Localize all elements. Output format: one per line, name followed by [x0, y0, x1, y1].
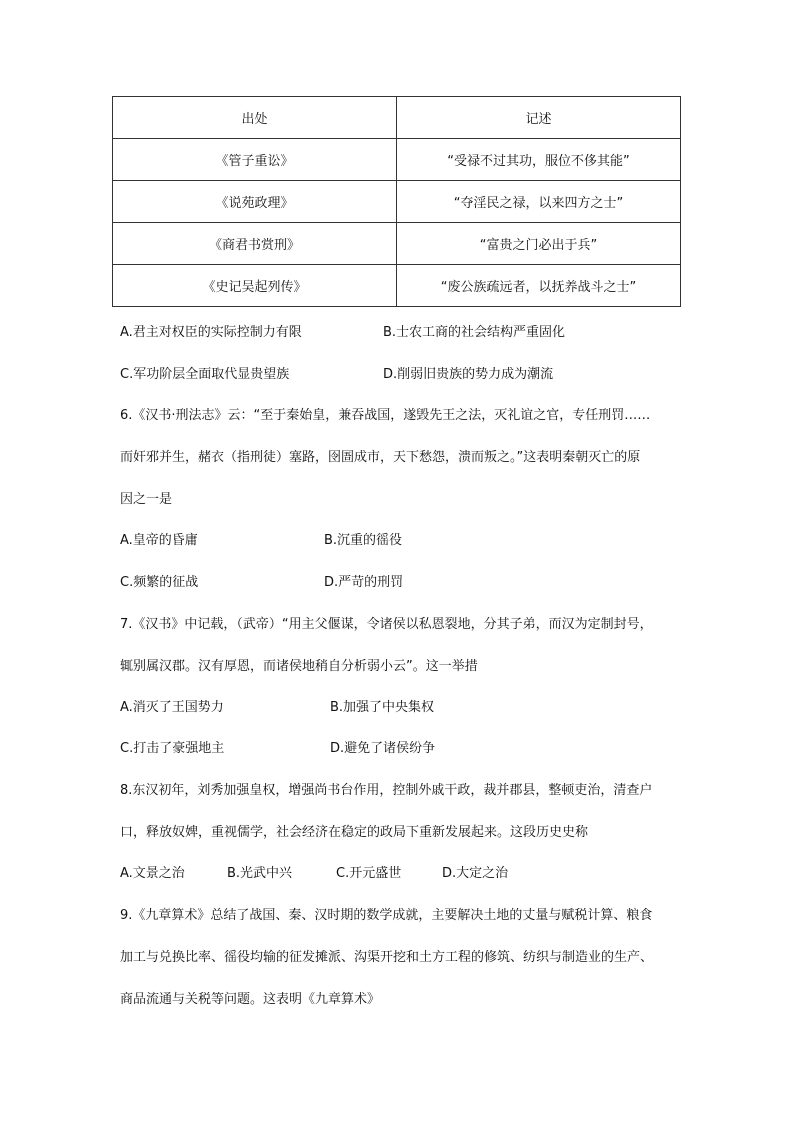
table-cell-record: “夺淫民之禄，以来四方之士”	[397, 181, 681, 223]
q6-stem-line-1: 6.《汉书·刑法志》云：“至于秦始皇，兼吞战国，遂毁先王之法，灭礼谊之官，专任刑罚……	[120, 408, 651, 423]
q6-option-a: A.皇帝的昏庸	[120, 533, 198, 548]
table-cell-record: “受禄不过其功，服位不侈其能”	[397, 139, 681, 181]
table-row	[113, 181, 681, 223]
source-table	[112, 96, 681, 307]
q7-option-c: C.打击了豪强地主	[120, 741, 225, 756]
q8-option-c: C.开元盛世	[336, 866, 402, 881]
q9-stem-line-1: 9.《九章算术》总结了战国、秦、汉时期的数学成就，主要解决土地的丈量与赋税计算、粮食	[120, 908, 653, 923]
table-header-source: 出处	[113, 97, 397, 139]
q6-stem-line-3: 因之一是	[120, 492, 173, 507]
table-cell-source: 《管子重讼》	[113, 139, 397, 181]
q5-option-b: B.士农工商的社会结构严重固化	[383, 325, 566, 340]
q7-option-d: D.避免了诸侯纷争	[330, 741, 436, 756]
q7-option-a: A.消灭了王国势力	[120, 700, 224, 715]
q8-stem-line-1: 8.东汉初年，刘秀加强皇权，增强尚书台作用，控制外戚干政，裁并郡县，整顿吏治，清查户	[120, 783, 653, 798]
table-cell-source: 《商君书赏刑》	[113, 223, 397, 265]
q7-stem-line-2: 辄别属汉郡。汉有厚恩，而诸侯地稍自分析弱小云”。这一举措	[120, 659, 478, 674]
table-row	[113, 139, 681, 181]
table-row	[113, 223, 681, 265]
table-header-row	[113, 97, 681, 139]
q5-option-d: D.削弱旧贵族的势力成为潮流	[383, 367, 554, 382]
table-cell-source: 《史记吴起列传》	[113, 265, 397, 307]
q9-stem-line-3: 商品流通与关税等问题。这表明《九章算术》	[120, 992, 381, 1007]
q6-stem-line-2: 而奸邪并生，赭衣（指刑徒）塞路，囹圄成市，天下愁怨，溃而叛之。”这表明秦朝灭亡的原	[120, 450, 641, 465]
q7-stem-line-1: 7.《汉书》中记载，（武帝）“用主父偃谋，令诸侯以私恩裂地，分其子弟，而汉为定制封号，	[120, 617, 653, 632]
q5-option-c: C.军功阶层全面取代显贵望族	[120, 367, 290, 382]
table-cell-record: “富贵之门必出于兵”	[397, 223, 681, 265]
table-row	[113, 265, 681, 307]
q8-stem-line-2: 口，释放奴婢，重视儒学，社会经济在稳定的政局下重新发展起来。这段历史史称	[120, 825, 589, 840]
q8-option-a: A.文景之治	[120, 866, 185, 881]
q6-option-d: D.严苛的刑罚	[324, 575, 404, 590]
table-cell-record: “废公族疏远者，以抚养战斗之士”	[397, 265, 681, 307]
q5-option-a: A.君主对权臣的实际控制力有限	[120, 325, 302, 340]
q8-option-d: D.大定之治	[442, 866, 509, 881]
q6-option-c: C.频繁的征战	[120, 575, 199, 590]
table-header-record: 记述	[397, 97, 681, 139]
q8-option-b: B.光武中兴	[227, 866, 293, 881]
q7-option-b: B.加强了中央集权	[330, 700, 435, 715]
q9-stem-line-2: 加工与兑换比率、徭役均输的征发摊派、沟渠开挖和土方工程的修筑、纺织与制造业的生产、	[120, 950, 654, 965]
table-cell-source: 《说苑政理》	[113, 181, 397, 223]
q6-option-b: B.沉重的徭役	[324, 533, 403, 548]
